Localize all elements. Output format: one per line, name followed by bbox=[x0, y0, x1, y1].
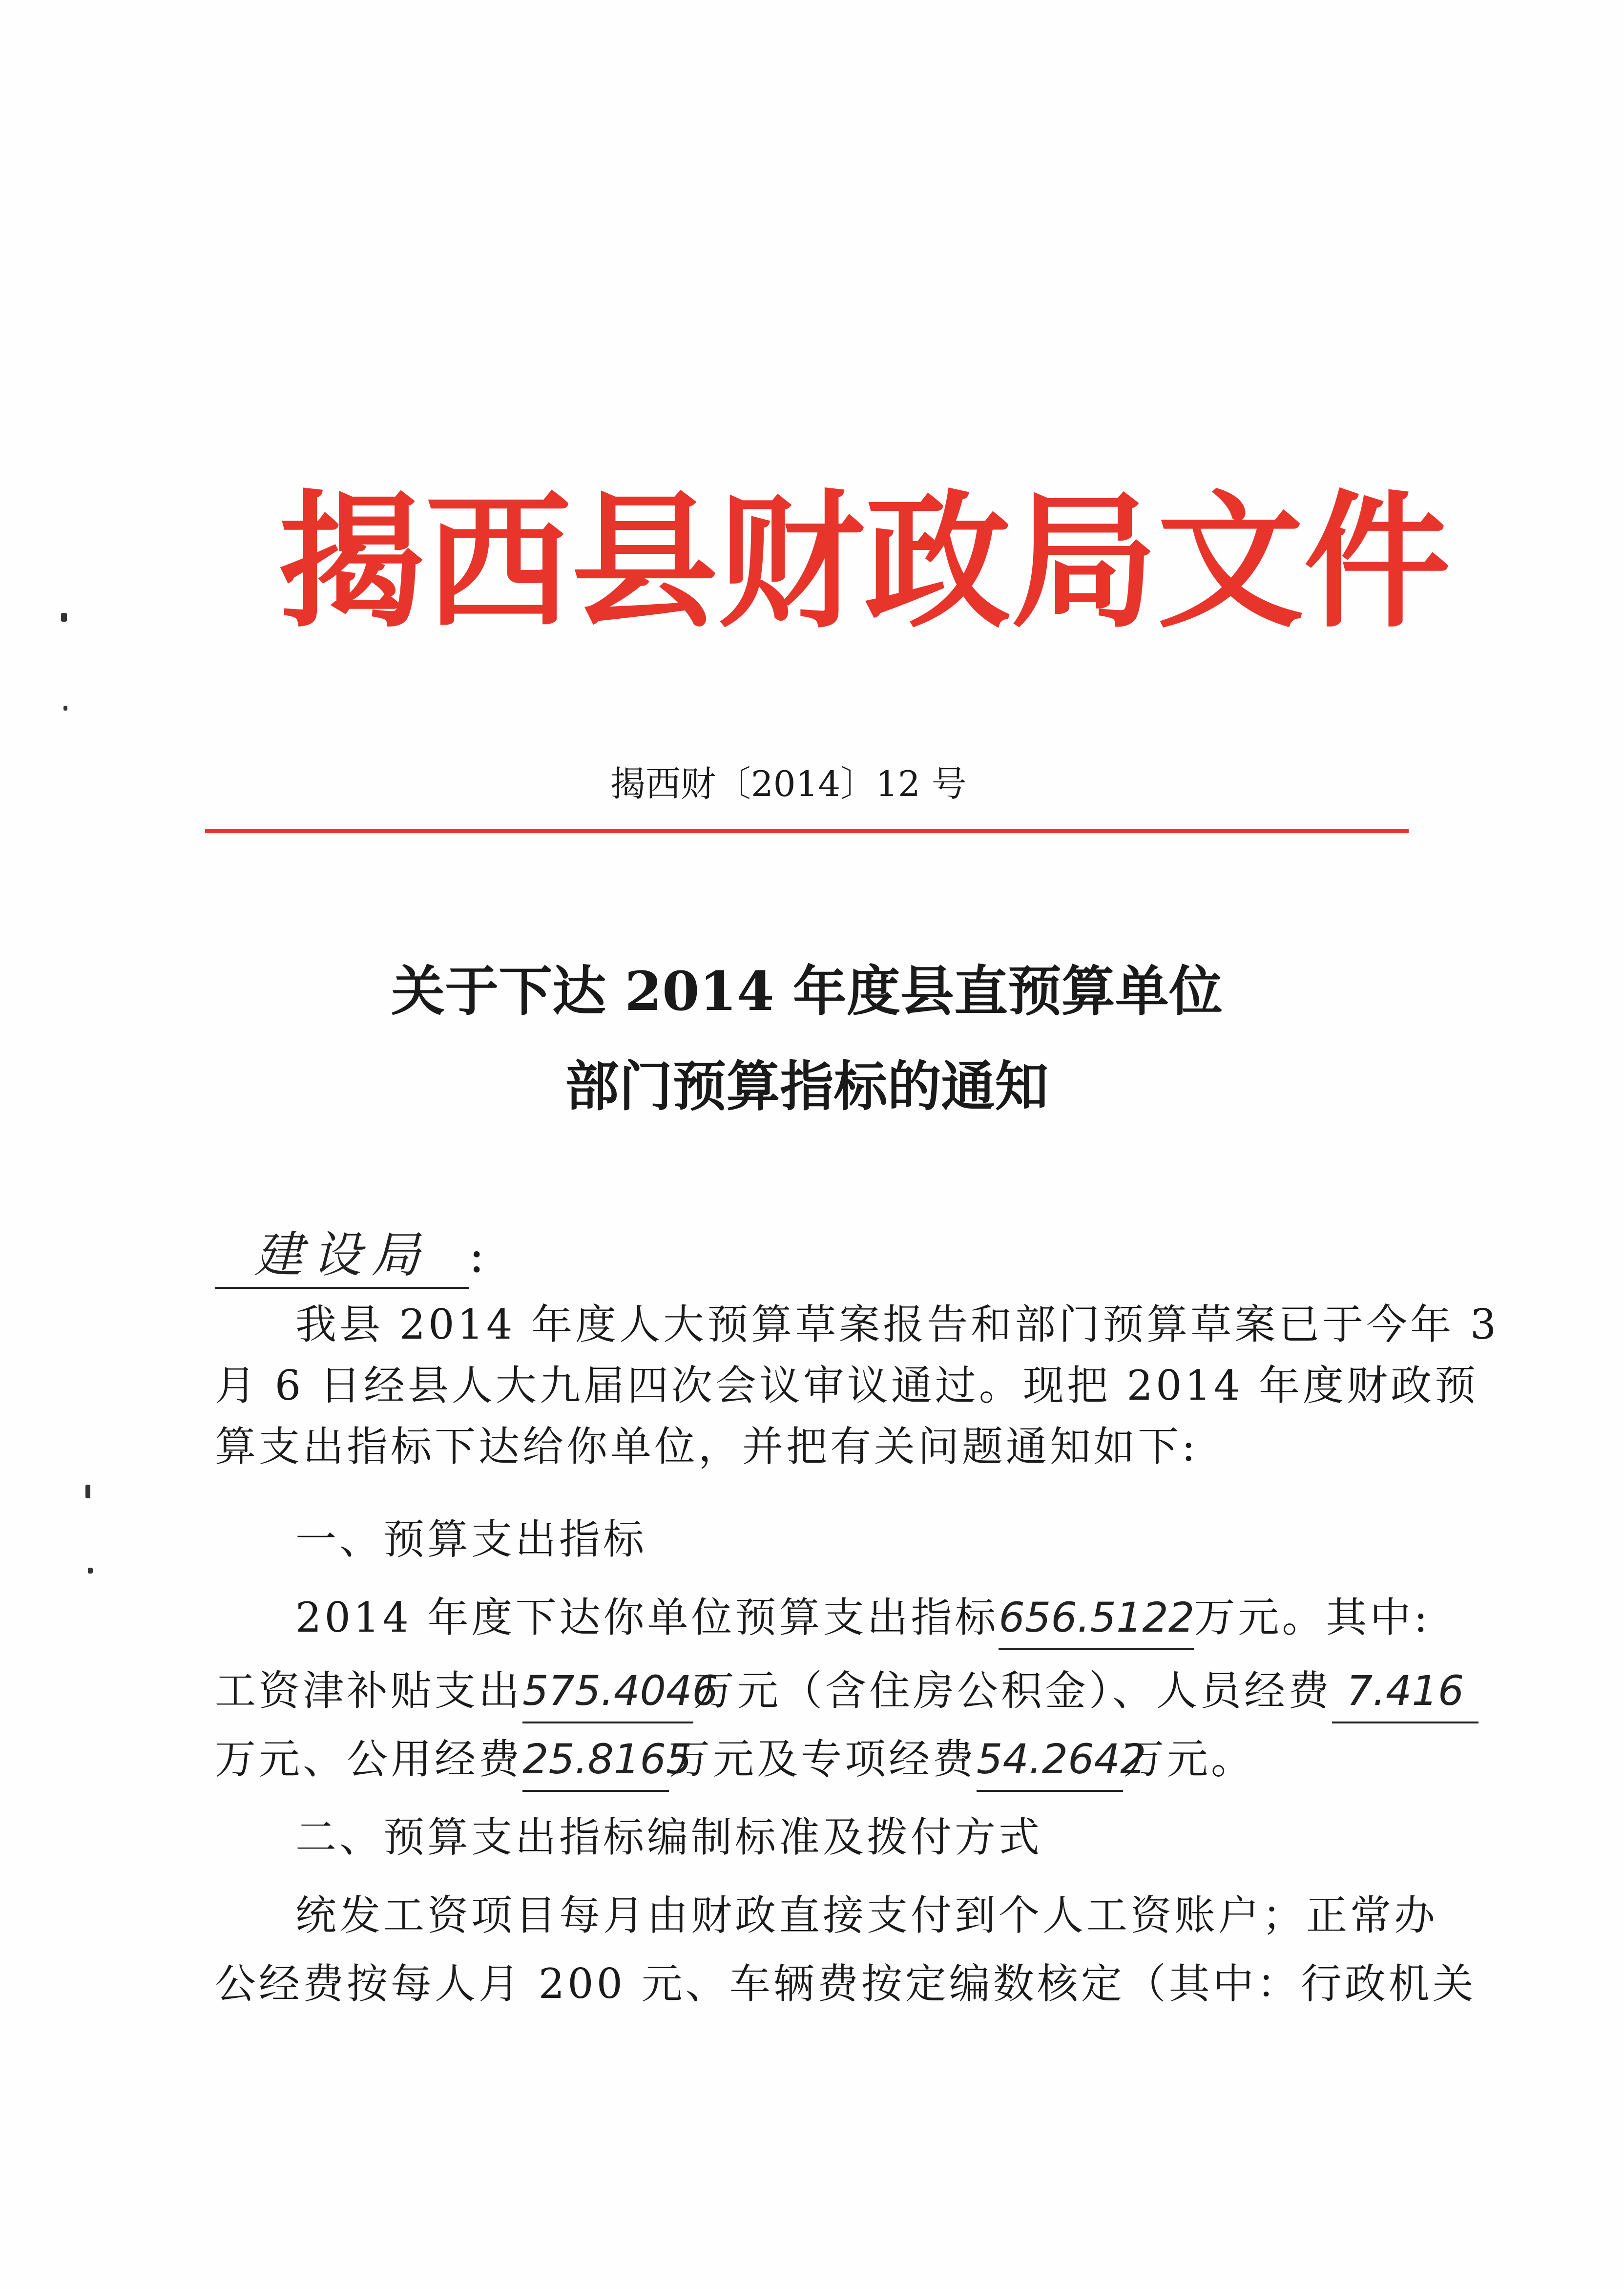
public-funds-value: 25.8165 bbox=[522, 1729, 669, 1792]
document-number: 揭西财〔2014〕12 号 bbox=[610, 763, 967, 804]
wages-label: 工资津补贴支出 bbox=[215, 1667, 523, 1715]
personnel-value: 7.416 bbox=[1332, 1660, 1478, 1723]
issuer-header: 揭西县财政局文件 bbox=[278, 475, 1450, 648]
body-paragraph-1-line-3: 算支出指标下达给你单位，并把有关问题通知如下: bbox=[215, 1423, 1199, 1470]
body-paragraph-1-line-2: 月 6 日经县人大九届四次会议审议通过。现把 2014 年度财政预 bbox=[215, 1362, 1479, 1409]
special-funds-label: 万元及专项经费 bbox=[669, 1735, 977, 1783]
personnel-label: 万元（含住房公积金）、人员经费 bbox=[693, 1667, 1333, 1715]
section-2-heading: 二、预算支出指标编制标准及拨付方式 bbox=[295, 1813, 1043, 1861]
scan-speck bbox=[63, 706, 67, 711]
special-funds-value: 54.2642 bbox=[977, 1729, 1123, 1792]
header-divider bbox=[205, 829, 1409, 833]
body-paragraph-1-line-1: 我县 2014 年度人大预算草案报告和部门预算草案已于今年 3 bbox=[295, 1301, 1499, 1348]
budget-total-line bbox=[215, 1587, 1506, 1650]
budget-breakdown-line-2 bbox=[215, 1729, 1426, 1792]
wages-value: 575.4046 bbox=[522, 1660, 693, 1723]
body-paragraph-3-line-2: 公经费按每人月 200 元、车辆费按定编数核定（其中：行政机关 bbox=[215, 1960, 1477, 2008]
budget-breakdown-line-1 bbox=[215, 1660, 1464, 1723]
section-1-heading: 一、预算支出指标 bbox=[295, 1515, 647, 1563]
public-funds-label: 万元、公用经费 bbox=[215, 1735, 523, 1783]
addressee-colon: : bbox=[469, 1228, 485, 1283]
notice-title-line-1: 关于下达 2014 年度县直预算单位 bbox=[391, 960, 1223, 1023]
breakdown-end: 万元。 bbox=[1123, 1735, 1255, 1783]
budget-total-label: 2014 年度下达你单位预算支出指标 bbox=[295, 1594, 999, 1641]
notice-title-line-2: 部门预算指标的通知 bbox=[565, 1055, 1049, 1118]
budget-total-value: 656.5122 bbox=[999, 1587, 1194, 1650]
addressee-line bbox=[215, 1223, 484, 1287]
body-paragraph-3-line-1: 统发工资项目每月由财政直接支付到个人工资账户；正常办 bbox=[295, 1891, 1438, 1939]
budget-total-suffix: 万元。其中: bbox=[1194, 1594, 1431, 1641]
addressee-handwritten-name: 建设局 bbox=[215, 1223, 469, 1289]
scan-speck bbox=[61, 613, 67, 622]
scan-speck bbox=[85, 1485, 90, 1498]
scan-speck bbox=[88, 1568, 93, 1574]
